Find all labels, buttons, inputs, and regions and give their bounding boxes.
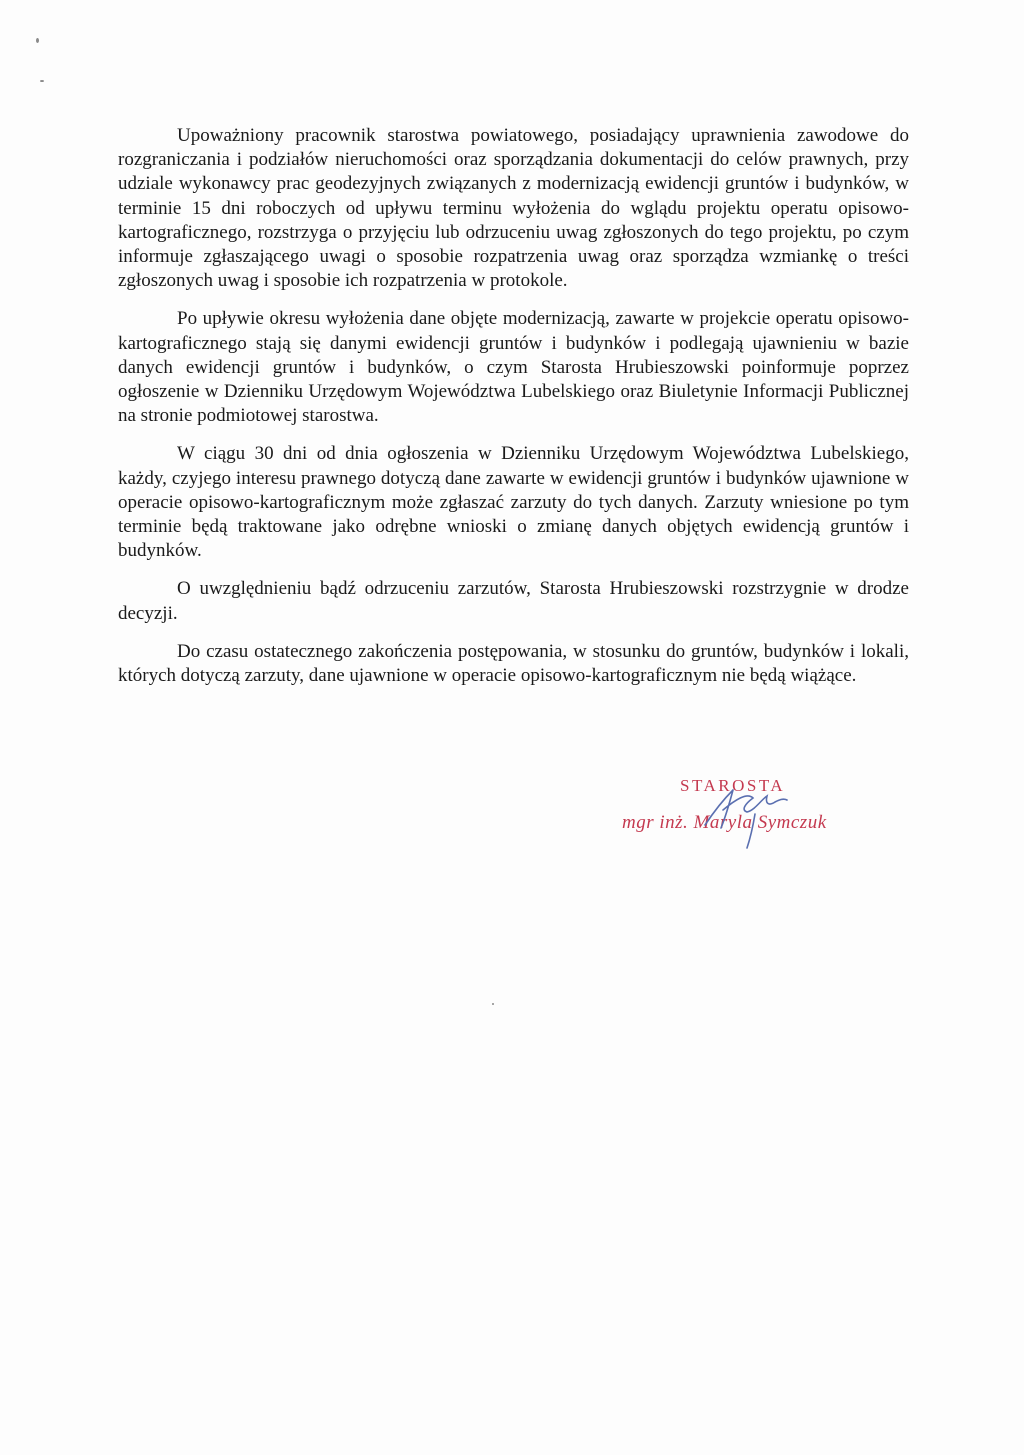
- scan-speck: [492, 1003, 494, 1005]
- handwritten-signature: [695, 770, 795, 850]
- official-stamp: [600, 770, 870, 850]
- paragraph: W ciągu 30 dni od dnia ogłoszenia w Dzienniku Urzędowym Województwa Lubelskiego, każdy, czyjego interesu prawnego dotyczą dane zawarte w ewidencji gruntów i budynków ujawnione w operacie opisowo-kartograficznym może zgłaszać zarzuty do tych danych. Zarzuty wniesione po tym terminie będą traktowane jako odrębne wnioski o zmianę danych objętych ewidencją gruntów i budynków.: [118, 443, 909, 562]
- scan-speck: [36, 38, 39, 43]
- paragraph: O uwzględnieniu bądź odrzuceniu zarzutów, Starosta Hrubieszowski rozstrzygnie w drodze decyzji.: [118, 578, 909, 624]
- scan-speck: [40, 80, 44, 82]
- paragraph: Upoważniony pracownik starostwa powiatowego, posiadający uprawnienia zawodowe do rozgraniczania i podziałów nieruchomości oraz sporządzania dokumentacji do celów prawnych, przy udziale wykonawcy prac geodezyjnych związanych z modernizacją ewidencji gruntów i budynków, w terminie 15 dni roboczych od upływu terminu wyłożenia do wglądu projektu operatu opisowo-kartograficznego, rozstrzyga o przyjęciu lub odrzuceniu uwag zgłoszonych do tego projektu, po czym informuje zgłaszającego uwagi o sposobie rozpatrzenia uwag oraz sporządza wzmiankę o treści zgłoszonych uwag i sposobie ich rozpatrzenia w protokole.: [118, 125, 909, 292]
- paragraph: Po upływie okresu wyłożenia dane objęte modernizacją, zawarte w projekcie operatu opisowo-kartograficznego stają się danymi ewidencji gruntów i budynków i podlegają ujawnieniu w bazie danych ewidencji gruntów i budynków, o czym Starosta Hrubieszowski poinformuje poprzez ogłoszenie w Dzienniku Urzędowym Województwa Lubelskiego oraz Biuletynie Informacji Publicznej na stronie podmiotowej starostwa.: [118, 308, 909, 427]
- stamp-title: STAROSTA: [680, 776, 786, 795]
- paragraph: Do czasu ostatecznego zakończenia postępowania, w stosunku do gruntów, budynków i lokali, których dotyczą zarzuty, dane ujawnione w operacie opisowo-kartograficznym nie będą wiążące.: [118, 640, 909, 687]
- document-body: [118, 124, 909, 702]
- stamp-name: mgr inż. Maryla Symczuk: [622, 812, 827, 833]
